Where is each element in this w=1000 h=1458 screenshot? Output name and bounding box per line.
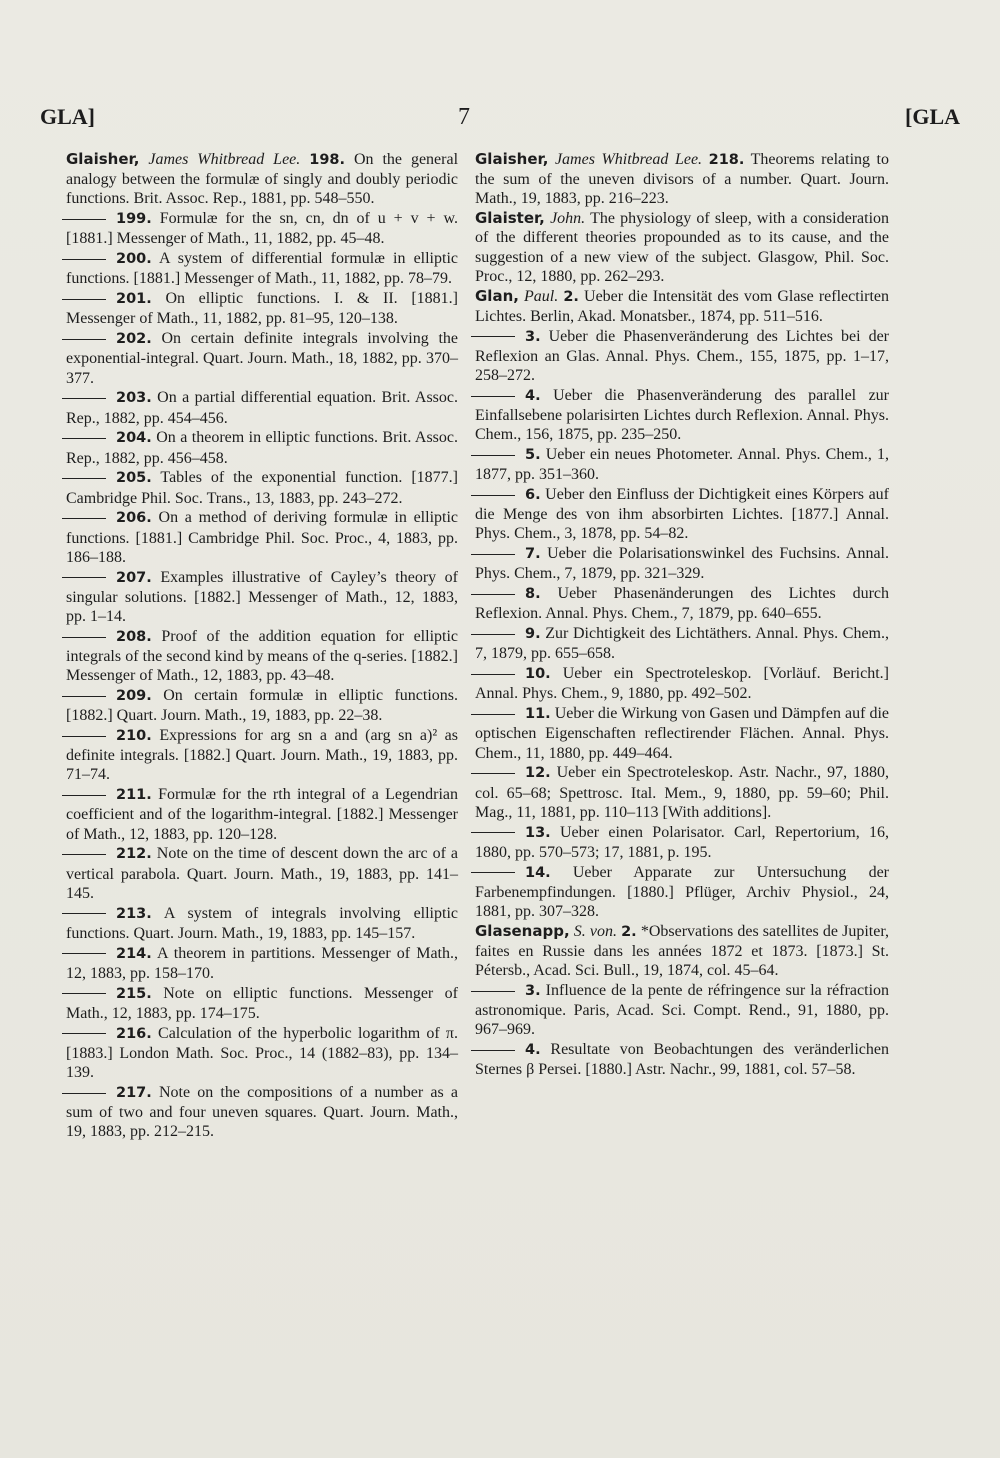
entry-number: 203. xyxy=(116,390,152,407)
ditto-dash xyxy=(471,872,515,873)
author-name: Glaisher, xyxy=(475,150,549,168)
running-head xyxy=(40,104,960,134)
entry-text: Resultate von Beobachtungen des veränderlichen Sternes β Persei. [1880.] Astr. Nachr., 99, 1881, col. 57–58. xyxy=(475,1041,890,1079)
ditto-dash xyxy=(62,219,106,220)
entry-number: 199. xyxy=(116,211,152,228)
entry-text: Note on the time of descent down the arc of a vertical parabola. Quart. Journ. Math., 19, 1883, pp. 141–145. xyxy=(66,845,459,902)
author-name: Glasenapp, xyxy=(475,921,570,940)
entry-number: 3. xyxy=(525,983,541,1000)
entry-number: 214. xyxy=(116,945,152,962)
bibliography-entry xyxy=(475,823,889,862)
ditto-dash xyxy=(471,336,515,337)
entry-number: 2. xyxy=(621,923,637,940)
entry-text: Ueber die Polarisationswinkel des Fuchsins. Annal. Phys. Chem., 7, 1879, pp. 321–329. xyxy=(475,545,889,583)
bibliography-entry xyxy=(475,704,889,763)
entry-text: On certain definite integrals involving the exponential-integral. Quart. Journ. Math., 18, 1882, pp. 370–377. xyxy=(66,330,459,387)
ditto-dash xyxy=(62,577,106,578)
bibliography-entry xyxy=(66,468,458,507)
entry-text: Expressions for arg sn a and (arg sn a)² as definite integrals. [1882.] Quart. Journ. Math., 19, 1883, pp. 71–74. xyxy=(66,727,458,784)
bibliography-entry xyxy=(475,327,889,386)
entry-text: Formulæ for the rth integral of a Legendrian coefficient and of the logarithm-integral. [1882.] Messenger of Math., 12, 1883, pp. 120–128. xyxy=(66,786,459,843)
ditto-dash xyxy=(62,478,106,479)
entry-number: 218. xyxy=(708,152,745,168)
bibliography-entry xyxy=(66,904,458,943)
entry-text: On a partial differential equation. Brit. Assoc. Rep., 1882, pp. 454–456. xyxy=(66,389,459,427)
entry-number: 209. xyxy=(116,688,152,705)
ditto-dash xyxy=(471,554,515,555)
bibliography-entry xyxy=(66,1083,458,1142)
ditto-dash xyxy=(62,398,106,399)
bibliography-entry xyxy=(475,763,889,822)
entry-number: 215. xyxy=(116,985,152,1002)
author-given-names: Paul. xyxy=(524,287,559,305)
entry-text: Ueber ein Spectroteleskop. [Vorläuf. Bericht.] Annal. Phys. Chem., 9, 1880, pp. 492–502. xyxy=(475,665,890,703)
entry-text: Ueber Phasenänderungen des Lichtes durch Reflexion. Annal. Phys. Chem., 7, 1879, pp. 640–655. xyxy=(475,585,890,623)
ditto-dash xyxy=(62,993,106,994)
entry-text: On elliptic functions. I. & II. [1881.] Messenger of Math., 11, 1882, pp. 81–95, 120–138. xyxy=(66,290,458,328)
ditto-dash xyxy=(471,455,515,456)
ditto-dash xyxy=(471,991,515,992)
entry-number: 213. xyxy=(116,905,152,922)
entry-text: Ueber Apparate zur Untersuchung der Farbenempfindungen. [1880.] Pflüger, Archiv Physiol., 24, 1881, pp. 307–328. xyxy=(475,863,889,921)
entry-number: 13. xyxy=(525,824,551,841)
entry-text: *Observations des satellites de Jupiter, faites en Russie dans les années 1872 et 1873. [1873.] St. Pétersb., Acad. Sci. Bull., 19, 1874, col. 45–64. xyxy=(475,922,889,980)
entry-text: On the general analogy between the formulæ of singly and doubly periodic functions. Brit. Assoc. Rep., 1881, pp. 548–550. xyxy=(66,151,459,208)
entry-text: On a theorem in elliptic functions. Brit. Assoc. Rep., 1882, pp. 456–458. xyxy=(66,429,458,467)
entry-number: 202. xyxy=(116,331,152,348)
bibliography-entry xyxy=(66,844,458,903)
page-number: 7 xyxy=(458,104,470,130)
bibliography-entry xyxy=(66,388,458,427)
entry-number: 205. xyxy=(116,470,152,487)
ditto-dash xyxy=(62,953,106,954)
ditto-dash xyxy=(471,714,515,715)
entry-text: Influence de la pente de réfringence sur la réfraction astronomique. Paris, Acad. Sci. Compt. Rend., 91, 1880, pp. 967–969. xyxy=(475,982,890,1039)
ditto-dash xyxy=(62,299,106,300)
entry-number: 204. xyxy=(116,430,152,447)
entry-number: 7. xyxy=(525,546,541,563)
ditto-dash xyxy=(62,1093,106,1094)
bibliography-entry xyxy=(66,289,458,328)
bibliography-entry xyxy=(475,584,889,623)
author-given-names: James Whitbread Lee. xyxy=(148,151,301,168)
entry-text: A theorem in partitions. Messenger of Math., 12, 1883, pp. 158–170. xyxy=(66,944,458,982)
entry-number: 211. xyxy=(116,787,152,804)
ditto-dash xyxy=(471,773,515,774)
entry-text: Ueber die Intensität des vom Glase reflectirten Lichtes. Berlin, Akad. Monatsber., 1874, pp. 511–516. xyxy=(475,287,890,325)
entry-text: Note on the compositions of a number as a sum of two and four uneven squares. Quart. Journ. Math., 19, 1883, pp. 212–215. xyxy=(66,1083,459,1141)
entry-text: Ueber die Wirkung von Gasen und Dämpfen auf die optischen Eigenschaften reflectirender Flächen. Annal. Phys. Chem., 11, 1880, pp. 449–464. xyxy=(475,705,889,762)
entry-number: 216. xyxy=(116,1025,152,1042)
entry-text: Examples illustrative of Cayley’s theory of singular solutions. [1882.] Messenger of Math., 12, 1883, pp. 1–14. xyxy=(66,568,459,626)
ditto-dash xyxy=(62,339,106,340)
ditto-dash xyxy=(471,594,515,595)
right-column xyxy=(475,150,889,1080)
bibliography-entry xyxy=(475,445,889,484)
entry-number: 12. xyxy=(525,765,551,782)
bibliography-entry xyxy=(66,726,458,785)
ditto-dash xyxy=(471,396,515,397)
ditto-dash xyxy=(62,795,106,796)
bibliography-entry xyxy=(66,568,458,627)
entry-text: Zur Dichtigkeit des Lichtäthers. Annal. Phys. Chem., 7, 1879, pp. 655–658. xyxy=(475,625,889,663)
bibliography-entry xyxy=(66,249,458,288)
bibliography-entry xyxy=(66,1024,458,1083)
left-column xyxy=(66,150,458,1142)
bibliography-entry xyxy=(475,664,889,703)
ditto-dash xyxy=(62,736,106,737)
entry-number: 207. xyxy=(116,569,152,586)
entry-text: Formulæ for the sn, cn, dn of u + v + w. [1881.] Messenger of Math., 11, 1882, pp. 45–48. xyxy=(66,210,458,248)
author-entry xyxy=(475,209,889,286)
bibliography-entry xyxy=(475,386,889,445)
entry-number: 2. xyxy=(563,288,579,305)
running-head-left: GLA] xyxy=(40,104,95,129)
entry-text: Note on elliptic functions. Messenger of Math., 12, 1883, pp. 174–175. xyxy=(66,984,459,1022)
author-entry xyxy=(66,150,458,209)
ditto-dash xyxy=(62,1033,106,1034)
ditto-dash xyxy=(62,637,106,638)
entry-text: Theorems relating to the sum of the uneven divisors of a number. Quart. Journ. Math., 19, 1883, pp. 216–223. xyxy=(475,151,890,208)
bibliography-entry xyxy=(66,508,458,567)
entry-text: Ueber ein neues Photometer. Annal. Phys. Chem., 1, 1877, pp. 351–360. xyxy=(475,446,889,484)
entry-number: 9. xyxy=(525,626,541,643)
bibliography-entry xyxy=(66,686,458,725)
bibliography-entry xyxy=(475,863,889,922)
entry-number: 212. xyxy=(116,846,152,863)
bibliography-entry xyxy=(66,944,458,983)
bibliography-entry xyxy=(66,329,458,388)
author-entry xyxy=(475,922,889,981)
bibliography-entry xyxy=(66,785,458,844)
ditto-dash xyxy=(62,854,106,855)
author-entry xyxy=(475,287,889,326)
entry-number: 200. xyxy=(116,251,152,268)
bibliography-entry xyxy=(475,485,889,544)
entry-number: 8. xyxy=(525,586,541,603)
entry-text: A system of integrals involving elliptic functions. Quart. Journ. Math., 19, 1883, pp. 145–157. xyxy=(66,904,458,942)
author-entry xyxy=(475,150,889,209)
ditto-dash xyxy=(62,438,106,439)
bibliography-entry xyxy=(475,981,889,1040)
entry-number: 10. xyxy=(525,666,551,683)
author-name: Glan, xyxy=(475,286,519,305)
bibliography-entry xyxy=(475,624,889,663)
entry-number: 201. xyxy=(116,291,152,308)
entry-number: 14. xyxy=(525,864,551,881)
bibliography-entry xyxy=(475,1040,889,1079)
running-head-right: [GLA xyxy=(905,104,960,129)
entry-text: The physiology of sleep, with a consideration of the different theories propounded as to its cause, and the suggestion of a new view of the subject. Glasgow, Phil. Soc. Proc., 12, 1880, pp. 262–293. xyxy=(475,210,890,285)
bibliography-entry xyxy=(66,984,458,1023)
author-given-names: James Whitbread Lee. xyxy=(554,151,703,168)
entry-text: A system of differential formulæ in elliptic functions. [1881.] Messenger of Math., 11, 1882, pp. 78–79. xyxy=(66,250,458,288)
author-given-names: S. von. xyxy=(573,922,617,940)
entry-number: 4. xyxy=(525,1042,541,1059)
entry-text: Ueber die Phasenveränderung des parallel zur Einfallsebene polarisirten Lichtes durch Reflexion. Annal. Phys. Chem., 156, 1875, pp. 235–250. xyxy=(475,386,890,444)
bibliography-entry xyxy=(66,209,458,248)
ditto-dash xyxy=(471,495,515,496)
entry-text: Ueber die Phasenveränderung des Lichtes bei der Reflexion an Glas. Annal. Phys. Chem., 155, 1875, pp. 1–17, 258–272. xyxy=(475,327,889,385)
ditto-dash xyxy=(471,1050,515,1051)
entry-number: 4. xyxy=(525,387,541,404)
entry-number: 198. xyxy=(309,152,346,168)
entry-number: 206. xyxy=(116,510,152,527)
entry-text: Ueber den Einfluss der Dichtigkeit eines Körpers auf die Menge des von ihm absorbirten Lichtes. [1877.] Annal. Phys. Chem., 3, 1878, pp. 54–82. xyxy=(475,486,889,543)
author-name: Glaister, xyxy=(475,209,545,228)
ditto-dash xyxy=(471,832,515,833)
entry-number: 11. xyxy=(525,706,551,723)
entry-number: 208. xyxy=(116,628,152,645)
ditto-dash xyxy=(471,674,515,675)
bibliography-entry xyxy=(66,428,458,467)
bibliography-entry xyxy=(66,627,458,686)
entry-text: Ueber einen Polarisator. Carl, Repertorium, 16, 1880, pp. 570–573; 17, 1881, p. 195. xyxy=(475,823,890,861)
entry-text: On a method of deriving formulæ in elliptic functions. [1881.] Cambridge Phil. Soc. Proc., 4, 1883, pp. 186–188. xyxy=(66,509,459,566)
entry-number: 5. xyxy=(525,447,541,464)
entry-number: 3. xyxy=(525,328,541,345)
entry-text: Proof of the addition equation for elliptic integrals of the second kind by means of the q-series. [1882.] Messenger of Math., 12, 1883, pp. 43–48. xyxy=(66,627,459,685)
author-given-names: John. xyxy=(550,210,586,228)
ditto-dash xyxy=(62,913,106,914)
entry-text: Calculation of the hyperbolic logarithm of π. [1883.] London Math. Soc. Proc., 14 (1882–83), pp. 134–139. xyxy=(66,1024,459,1082)
entry-number: 217. xyxy=(116,1084,152,1101)
entry-text: On certain formulæ in elliptic functions. [1882.] Quart. Journ. Math., 19, 1883, pp. 22–38. xyxy=(66,687,459,725)
author-name: Glaisher, xyxy=(66,150,140,168)
ditto-dash xyxy=(62,259,106,260)
ditto-dash xyxy=(62,518,106,519)
entry-number: 6. xyxy=(525,487,541,504)
entry-text: Tables of the exponential function. [1877.] Cambridge Phil. Soc. Trans., 13, 1883, pp. 243–272. xyxy=(66,469,458,507)
entry-text: Ueber ein Spectroteleskop. Astr. Nachr., 97, 1880, col. 65–68; Spettrosc. Ital. Mem., 9, 1880, pp. 59–60; Phil. Mag., 11, 1881, pp. 110–113 [With additions]. xyxy=(475,764,890,821)
entry-number: 210. xyxy=(116,728,152,745)
ditto-dash xyxy=(471,634,515,635)
bibliography-entry xyxy=(475,544,889,583)
ditto-dash xyxy=(62,696,106,697)
